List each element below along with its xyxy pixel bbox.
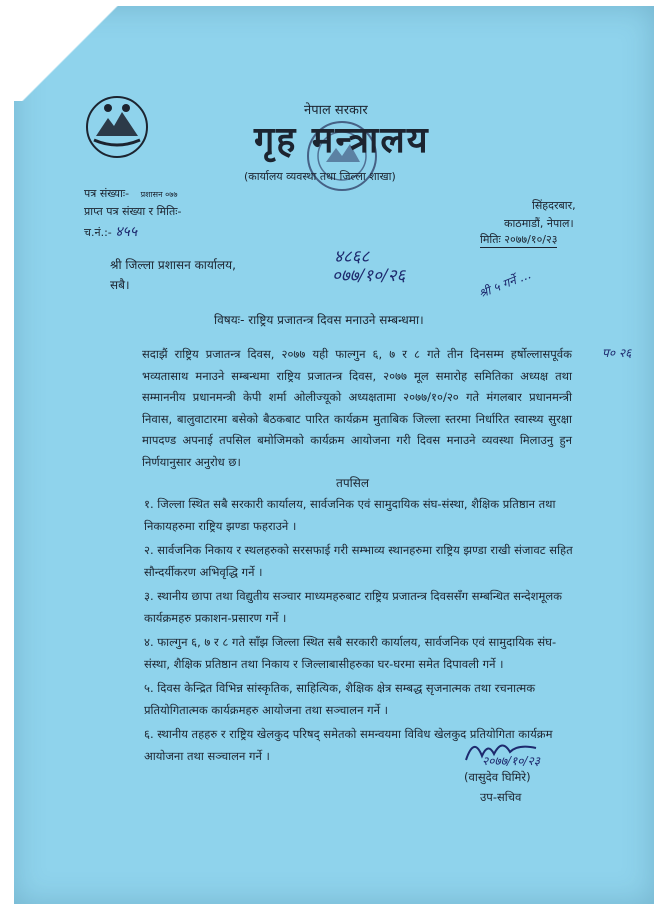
letter-number-value: प्रशासन ०७७ xyxy=(140,190,178,199)
list-item: १. जिल्ला स्थित सबै सरकारी कार्यालय, सार्वजनिक एवं सामुदायिक संघ-संस्था, शैक्षिक प्रतिष्ठान तथा निकायहरुमा राष्ट्रिय झण्डा फहराउने । xyxy=(144,497,556,533)
list-item: २. सार्वजनिक निकाय र स्थलहरुको सरसफाई गरी सम्भाव्य स्थानहरुमा राष्ट्रिय झण्डा राखी संजावट सहित सौन्दर्यीकरण अभिवृद्धि गर्ने । xyxy=(144,543,573,579)
list-heading: तपसिल xyxy=(336,476,370,490)
subject-line: विषयः- राष्ट्रिय प्रजातन्त्र दिवस मनाउने सम्बन्धमा। xyxy=(214,313,424,327)
signature-date: २०७७/१०/२३ xyxy=(482,754,541,768)
ministry-title: गृह मन्त्रालय xyxy=(254,120,430,161)
register-number: ४८६८ xyxy=(334,247,370,267)
list-item: ५. दिवस केन्द्रित विभिन्न सांस्कृतिक, साहित्यिक, शैक्षिक क्षेत्र सम्बद्ध सृजनात्मक तथा रचनात्मक प्रतियोगितात्मक कार्यक्रमहरु आयोजना तथा सञ्चालन गर्ने । xyxy=(144,681,536,717)
signer-designation: उप-सचिव xyxy=(480,790,522,804)
recipient-all: सबै। xyxy=(110,278,130,292)
city: काठमाडौं, नेपाल। xyxy=(504,217,574,230)
signer-name: (वासुदेव घिमिरे) xyxy=(464,770,531,784)
list-item: ४. फाल्गुन ६, ७ र ८ गते साँझ जिल्ला स्थित सबै सरकारी कार्यालय, सार्वजनिक एवं सामुदायिक संघ-संस्था, शैक्षिक प्रतिष्ठान तथा निकाय र जिल्लाबासीहरुका घर-घरमा समेत दिपावली गर्ने । xyxy=(144,635,557,671)
body-paragraph: सदाझैं राष्ट्रिय प्रजातन्त्र दिवस, २०७७ यही फाल्गुन ६, ७ र ८ गते तीन दिनसम्म हर्षोल्लासपूर्वक भव्यतासाथ मनाउने सम्बन्धमा राष्ट्रिय प्रजातन्त्र दिवस, २०७७ मूल समारोह समितिका अध्यक्ष तथा सम्माननीय प्रधानमन्त्री केपी शर्मा ओलीज्यूको अध्यक्षतामा २०७७/१०/२० गते मंगलबार प्रधानमन्त्री निवास, बालुवाटारमा बसेको बैठकबाट पारित कार्यक्रम मुताबिक जिल्ला स्तरमा निर्धारित स्वास्थ्य सुरक्षा मापदण्ड अपनाई तपसिल बमोजिमको कार्यक्रम आयोजना गरी दिवस मनाउने व्यवस्था मिलाउनु हुन निर्णयानुसार अनुरोध छ। xyxy=(142,347,572,469)
letter-number xyxy=(84,186,178,201)
dispatch-number-label: च.नं.:- xyxy=(84,226,112,239)
margin-initials: प० २६ xyxy=(602,346,632,360)
received-number: प्राप्त पत्र संख्या र मितिः- xyxy=(84,205,182,218)
letter-date: मितिः २०७७/१०/२३ xyxy=(480,233,558,246)
dispatch-number xyxy=(84,222,137,241)
register-date: ०७७/१०/२६ xyxy=(332,266,406,286)
nepal-emblem xyxy=(84,94,150,160)
government-name: नेपाल सरकार xyxy=(304,103,368,118)
letter-sheet xyxy=(14,6,654,904)
list-item: ६. स्थानीय तहहरु र राष्ट्रिय खेलकुद परिषद् समेतको समन्वयमा विविध खेलकुद प्रतियोगिता कार्यक्रम आयोजना तथा सञ्चालन गर्ने । xyxy=(144,727,553,763)
place: सिंहदरबार, xyxy=(532,199,576,212)
instruction-list xyxy=(144,494,574,770)
dispatch-number-value: ४५५ xyxy=(115,224,138,240)
margin-note: श्री ५ गर्ने … xyxy=(476,267,533,301)
list-item: ३. स्थानीय छापा तथा विद्युतीय सञ्चार माध्यमहरुबाट राष्ट्रिय प्रजातन्त्र दिवससँग सम्बन्धित सन्देशमूलक कार्यक्रमहरु प्रकाशन-प्रसारण गर्ने । xyxy=(144,589,562,625)
recipient-office: श्री जिल्ला प्रशासन कार्यालय, xyxy=(110,258,236,272)
office-name: (कार्यालय व्यवस्था तथा जिल्ला शाखा) xyxy=(244,170,396,183)
letter-number-label: पत्र संख्याः- xyxy=(84,187,130,200)
